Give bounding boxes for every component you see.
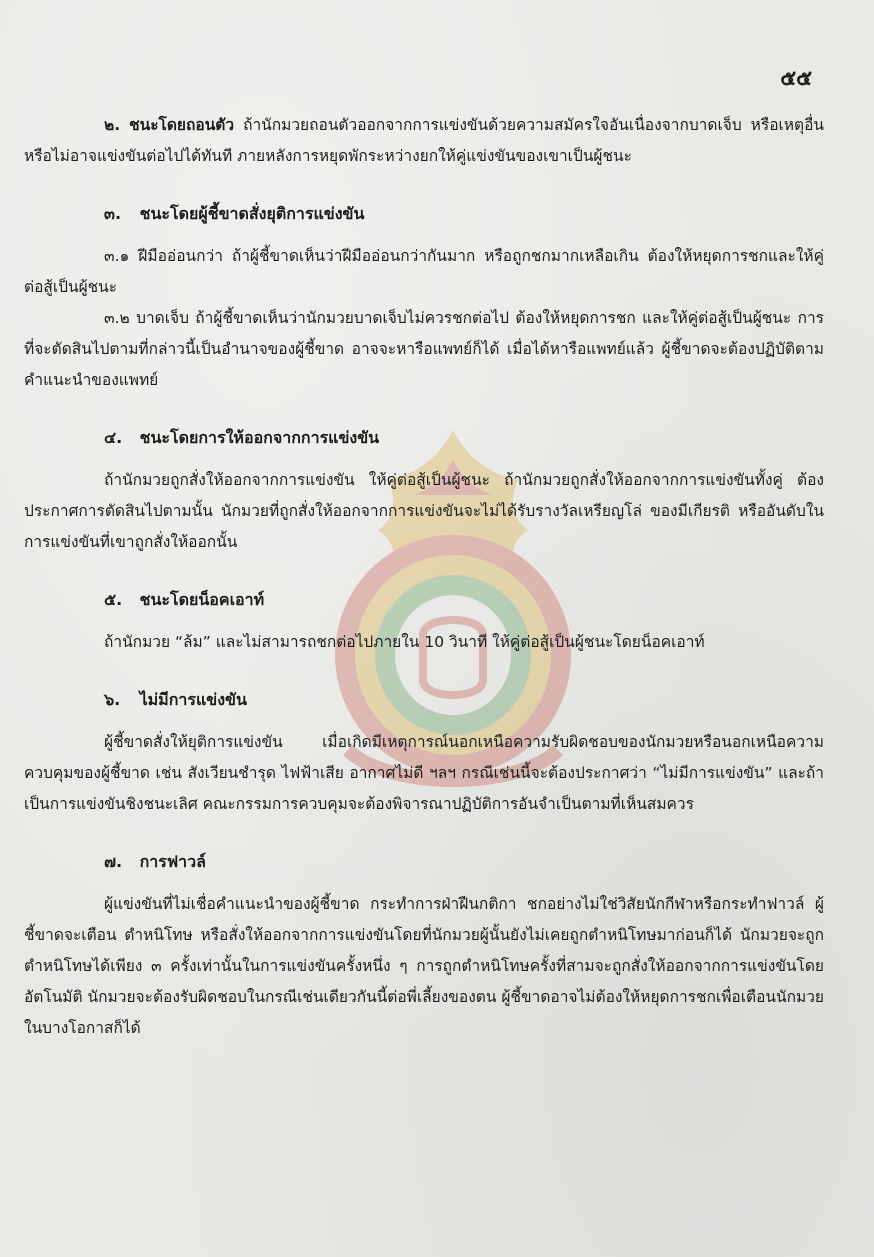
section-paragraph (24, 110, 824, 172)
section-no-contest (24, 684, 824, 820)
section-win-by-withdrawal (24, 110, 824, 172)
section-heading (24, 198, 824, 229)
section-number: ๒. (104, 116, 121, 134)
section-title: ชนะโดยถอนตัว (129, 116, 235, 134)
section-win-by-knockout (24, 584, 824, 658)
document-body (24, 110, 824, 1070)
section-title: ชนะโดยน็อคเอาท์ (139, 590, 265, 609)
page-number: ๕๕ (780, 65, 812, 90)
section-win-by-disqualification (24, 422, 824, 558)
section-heading (24, 684, 824, 715)
section-number: ๕. (104, 590, 123, 609)
section-number: ๓. (104, 204, 122, 223)
section-paragraph: ๓.๑ ฝีมืออ่อนกว่า ถ้าผู้ชี้ขาดเห็นว่าฝีมืออ่อนกว่ากันมาก หรือถูกชกมากเหลือเกิน ต้องให้หยุดการชกและให้คู่ต่อสู้เป็นผู้ชนะ (24, 247, 824, 296)
section-fouls (24, 846, 824, 1044)
section-title: การฟาวล์ (139, 852, 206, 871)
section-heading (24, 422, 824, 453)
section-heading (24, 584, 824, 615)
section-number: ๗. (104, 852, 123, 871)
section-title: ชนะโดยการให้ออกจากการแข่งขัน (139, 428, 380, 447)
section-number: ๖. (104, 690, 121, 709)
section-number: ๔. (104, 428, 123, 447)
section-text: ถ้านักมวยถอนตัวออกจากการแข่งขันด้วยความสมัครใจอันเนื่องจากบาดเจ็บ หรือเหตุอื่น หรือไม่อาจแข่งขันต่อไปได้ทันที ภายหลังการหยุดพักระหว่างยกให้คู่แข่งขันของเขาเป็นผู้ชนะ (24, 116, 824, 165)
section-title: ชนะโดยผู้ชี้ขาดสั่งยุติการแข่งขัน (139, 204, 365, 223)
section-win-by-referee-stop (24, 198, 824, 396)
section-heading (24, 846, 824, 877)
section-paragraph: ถ้านักมวย “ล้ม” และไม่สามารถชกต่อไปภายใน 10 วินาที ให้คู่ต่อสู้เป็นผู้ชนะโดยน็อคเอาท์ (104, 633, 705, 651)
section-paragraph: ๓.๒ บาดเจ็บ ถ้าผู้ชี้ขาดเห็นว่านักมวยบาดเจ็บไม่ควรชกต่อไป ต้องให้หยุดการชก และให้คู่ต่อสู้เป็นผู้ชนะ การที่จะตัดสินไปตามที่กล่าวนี้เป็นอำนาจของผู้ชี้ขาด อาจจะหารือแพทย์ก็ได้ เมื่อได้หารือแพทย์แล้ว ผู้ชี้ขาดจะต้องปฏิบัติตามคำแนะนำของแพทย์ (24, 309, 824, 389)
section-title: ไม่มีการแข่งขัน (139, 690, 247, 709)
section-paragraph: ผู้ชี้ขาดสั่งให้ยุติการแข่งขัน เมื่อเกิดมีเหตุการณ์นอกเหนือความรับผิดชอบของนักมวยหรือนอกเหนือความควบคุมของผู้ชี้ขาด เช่น สังเวียนชำรุด ไฟฟ้าเสีย อากาศไม่ดี ฯลฯ กรณีเช่นนี้จะต้องประกาศว่า “ไม่มีการแข่งขัน” และถ้าเป็นการแข่งขันชิงชนะเลิศ คณะกรรมการควบคุมจะต้องพิจารณาปฏิบัติการอันจำเป็นตามที่เห็นสมควร (24, 733, 824, 813)
section-paragraph: ถ้านักมวยถูกสั่งให้ออกจากการแข่งขัน ให้คู่ต่อสู้เป็นผู้ชนะ ถ้านักมวยถูกสั่งให้ออกจากการแข่งขันทั้งคู่ ต้องประกาศการตัดสินไปตามนั้น นักมวยที่ถูกสั่งให้ออกจากการแข่งขันจะไม่ได้รับรางวัลเหรียญโล่ ของมีเกียรติ หรืออันดับในการแข่งขันที่เขาถูกสั่งให้ออกนั้น (24, 471, 824, 551)
section-paragraph: ผู้แข่งขันที่ไม่เชื่อคำแนะนำของผู้ชี้ขาด กระทำการฝ่าฝืนกติกา ชกอย่างไม่ใช่วิสัยนักกีฬาหรือกระทำฟาวล์ ผู้ชี้ขาดจะเตือน ตำหนิโทษ หรือสั่งให้ออกจากการแข่งขันโดยที่นักมวยผู้นั้นยังไม่เคยถูกตำหนิโทษมาก่อนก็ได้ นักมวยจะถูกตำหนิโทษได้เพียง ๓ ครั้งเท่านั้นในการแข่งขันครั้งหนึ่ง ๆ การถูกตำหนิโทษครั้งที่สามจะถูกสั่งให้ออกจากการแข่งขันโดยอัตโนมัติ นักมวยจะต้องรับผิดชอบในกรณีเช่นเดียวกันนี้ต่อพี่เลี้ยงของตน ผู้ชี้ขาดอาจไม่ต้องให้หยุดการชกเพื่อเตือนนักมวยในบางโอกาสก็ได้ (24, 895, 824, 1037)
